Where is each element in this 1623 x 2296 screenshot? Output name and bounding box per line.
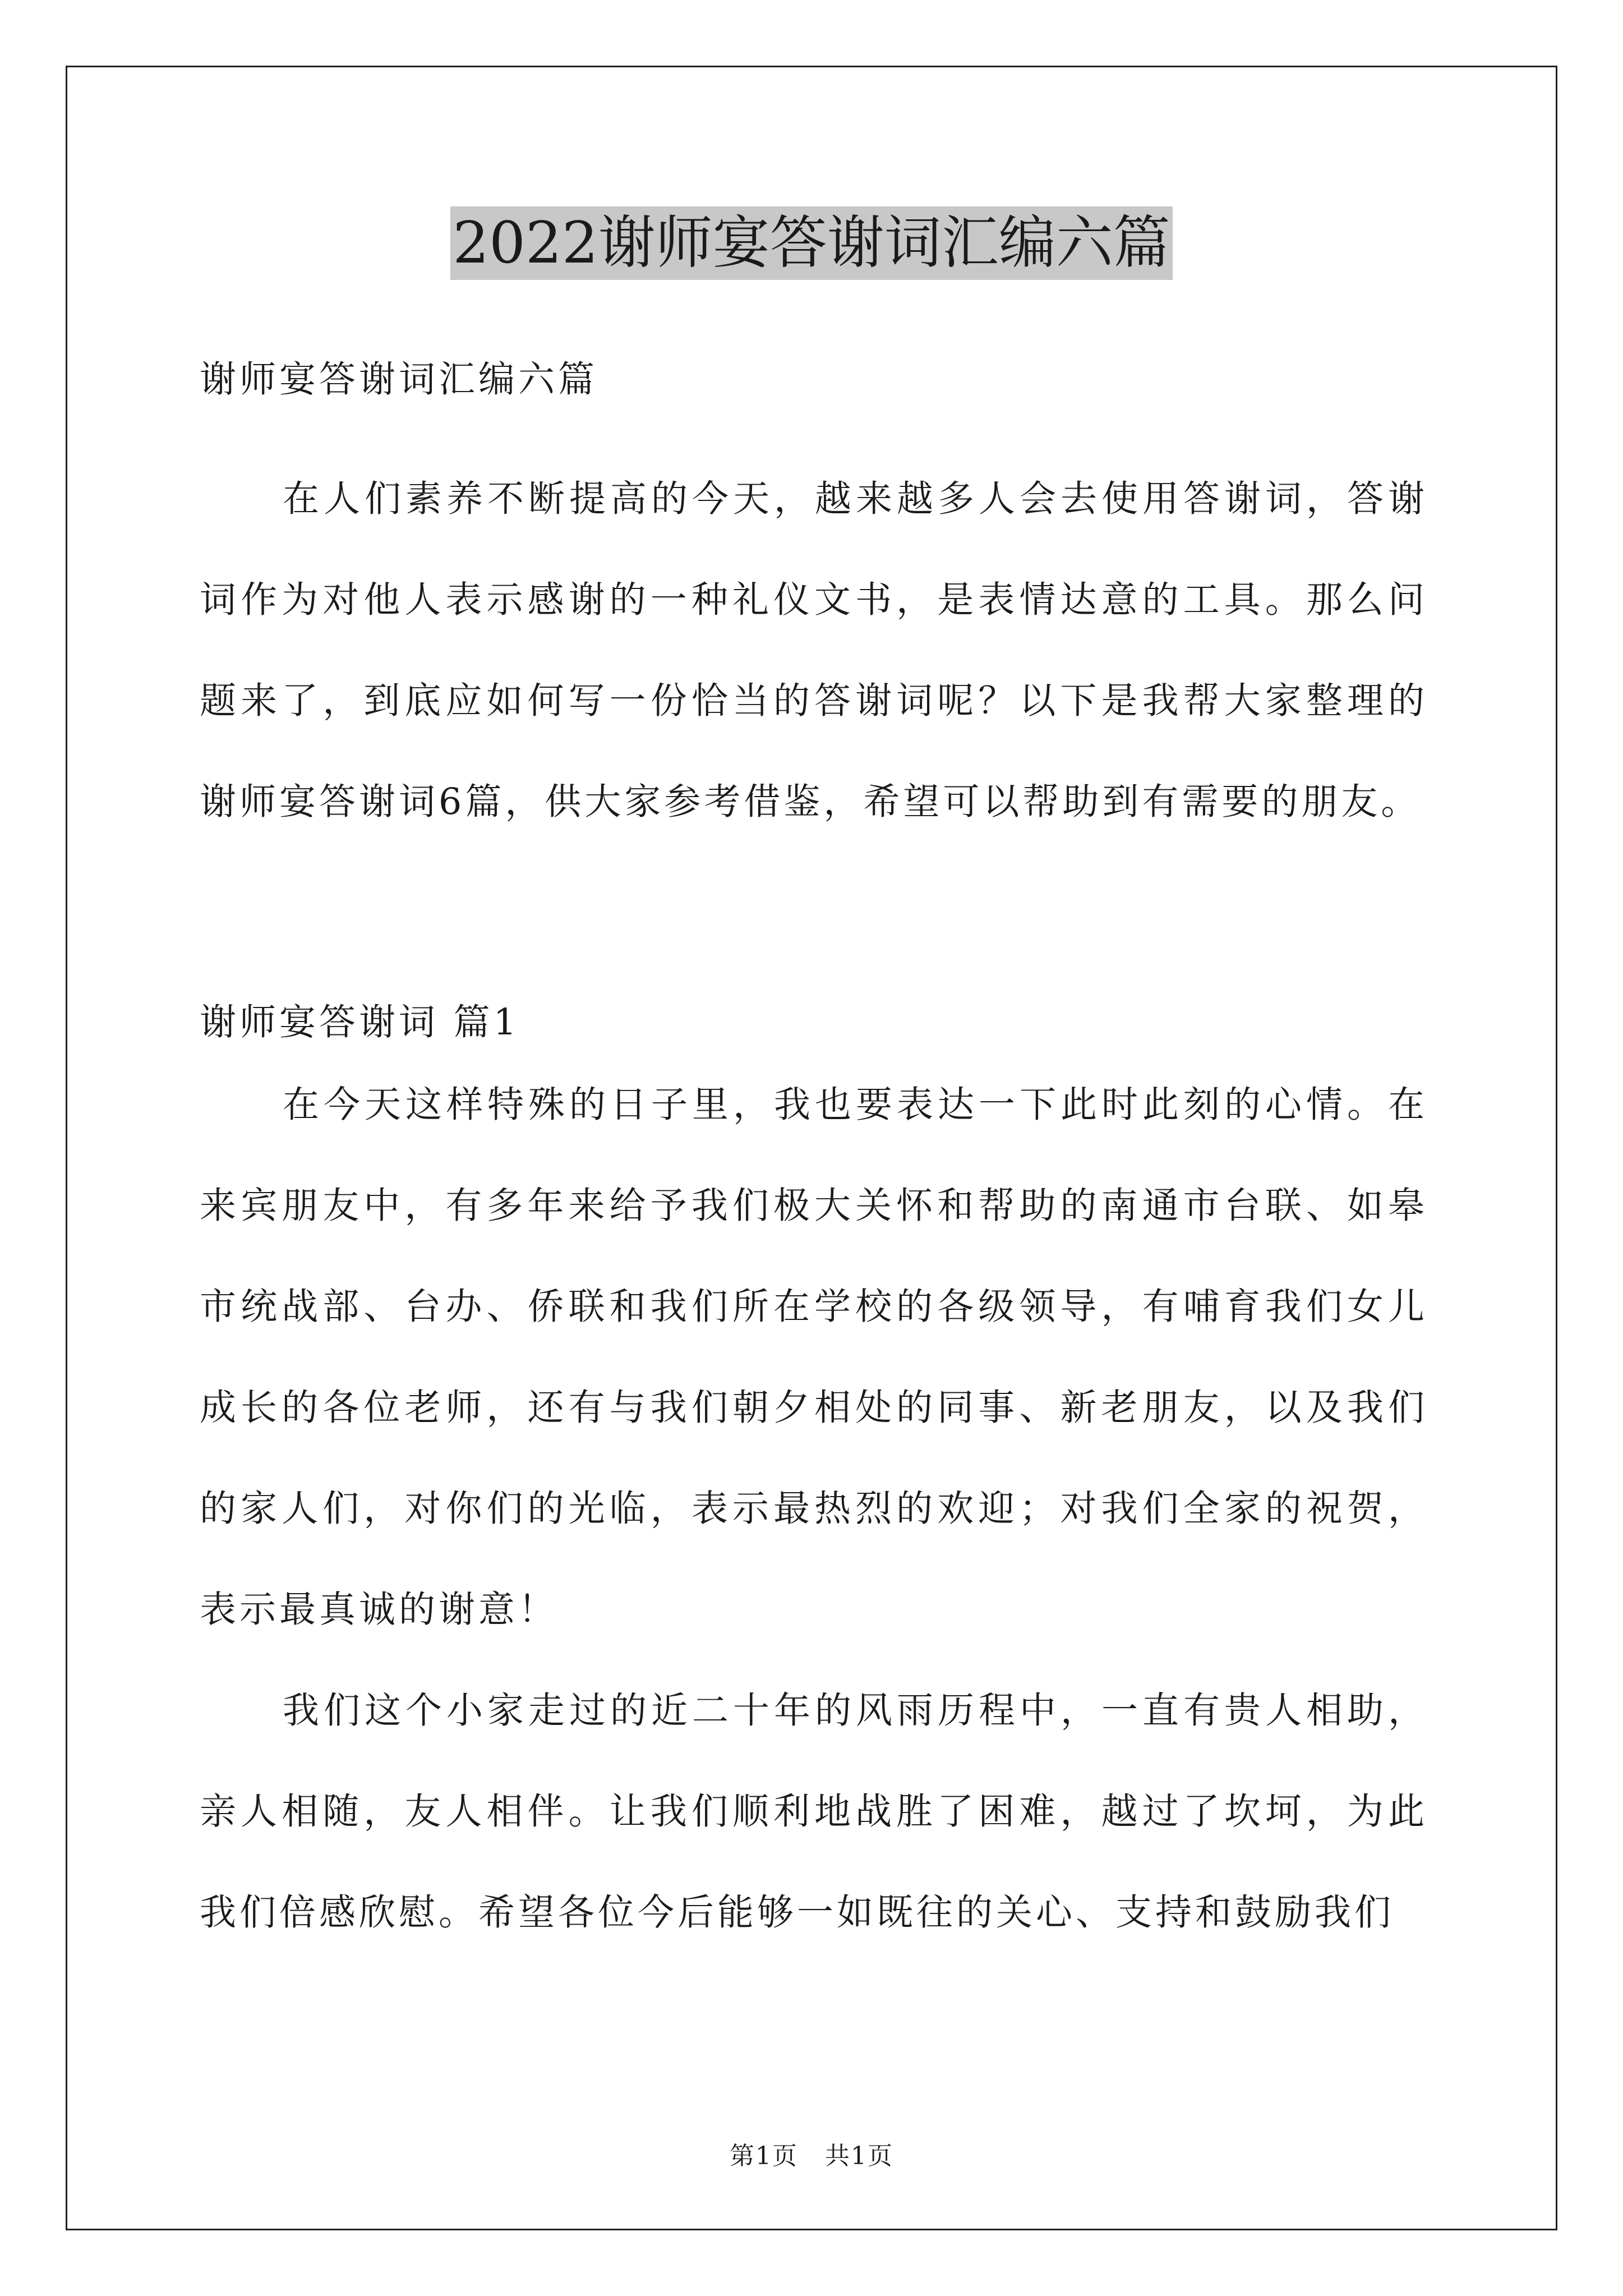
section-heading: 谢师宴答谢词 篇1 xyxy=(200,1001,520,1043)
section-body xyxy=(200,1055,1428,1963)
section-paragraph: 在今天这样特殊的日子里，我也要表达一下此时此刻的心情。在来宾朋友中，有多年来给予我们极大关怀和帮助的南通市台联、如皋市统战部、台办、侨联和我们所在学校的各级领导，有哺育我们女儿成长的各位老师，还有与我们朝夕相处的同事、新老朋友，以及我们的家人们，对你们的光临，表示最热烈的欢迎；对我们全家的祝贺，表示最真诚的谢意！ xyxy=(200,1084,1428,1631)
document-title xyxy=(0,205,1623,282)
page-total: 共1页 xyxy=(825,2142,893,2170)
page-number: 第1页 xyxy=(730,2142,798,2170)
intro-paragraph: 在人们素养不断提高的今天，越来越多人会去使用答谢词，答谢词作为对他人表示感谢的一种礼仪文书，是表情达意的工具。那么问题来了，到底应如何写一份恰当的答谢词呢？以下是我帮大家整理的谢师宴答谢词6篇，供大家参考借鉴，希望可以帮助到有需要的朋友。 xyxy=(200,478,1428,823)
intro-block xyxy=(200,449,1428,853)
document-title-text: 2022谢师宴答谢词汇编六篇 xyxy=(450,206,1173,280)
document-subtitle: 谢师宴答谢词汇编六篇 xyxy=(200,358,598,401)
page-footer xyxy=(0,2139,1623,2173)
section-paragraph: 我们这个小家走过的近二十年的风雨历程中，一直有贵人相助，亲人相随，友人相伴。让我们顺利地战胜了困难，越过了坎坷，为此我们倍感欣慰。希望各位今后能够一如既往的关心、支持和鼓励我们 xyxy=(200,1690,1428,1934)
